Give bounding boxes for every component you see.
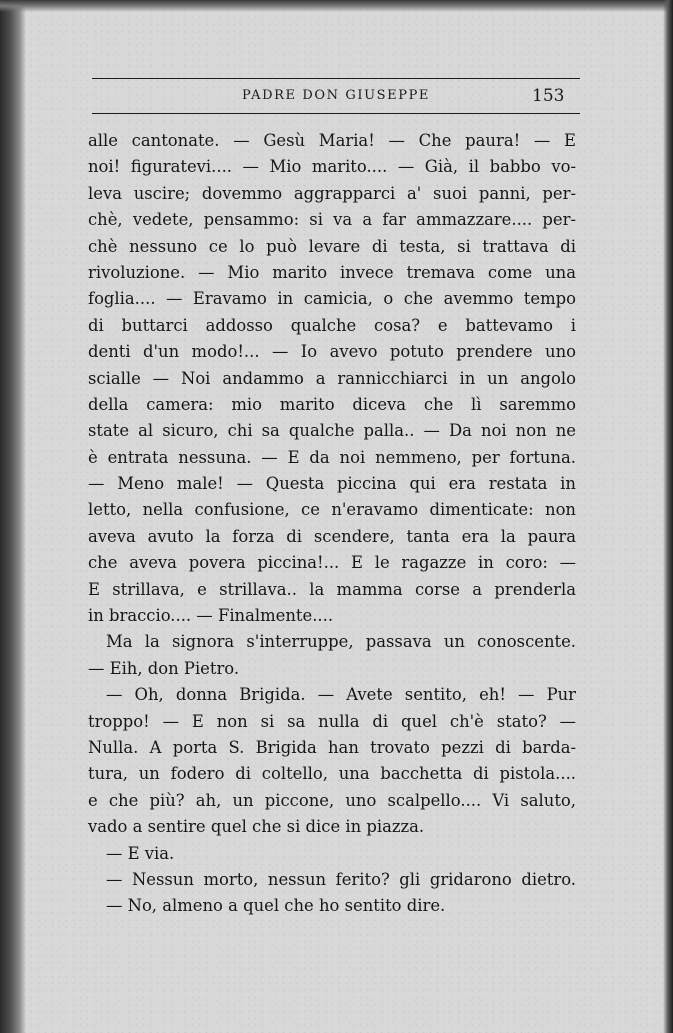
book-spine-shadow bbox=[0, 0, 26, 1033]
page-number: 153 bbox=[532, 86, 565, 106]
text-line: scialle — Noi andammo a rannicchiarci in un angolo bbox=[88, 368, 576, 388]
text-line: e che più? ah, un piccone, uno scalpello.... Vi saluto, bbox=[88, 790, 576, 810]
text-line: aveva avuto la forza di scendere, tanta era la paura bbox=[88, 526, 576, 546]
body-text bbox=[88, 128, 576, 920]
text-line: che aveva povera piccina!... E le ragazze in coro: — bbox=[88, 553, 576, 573]
text-line: di buttarci addosso qualche cosa? e battevamo i bbox=[88, 315, 576, 335]
text-line: chè, vedete, pensammo: si va a far ammazzare.... per- bbox=[88, 210, 576, 230]
text-line: vado a sentire quel che si dice in piazza. bbox=[88, 817, 425, 837]
text-line: — E via. bbox=[106, 843, 175, 863]
text-line: — Oh, donna Brigida. — Avete sentito, eh! — Pur bbox=[106, 685, 576, 705]
text-line: denti d'un modo!... — Io avevo potuto prendere uno bbox=[88, 342, 576, 362]
text-line: troppo! — E non si sa nulla di quel ch'è stato? — bbox=[88, 711, 576, 731]
text-line: state al sicuro, chi sa qualche palla.. — Da noi non ne bbox=[88, 421, 576, 441]
text-line: tura, un fodero di coltello, una bacchetta di pistola.... bbox=[88, 764, 576, 784]
header-rule-top bbox=[92, 78, 580, 79]
text-line: è entrata nessuna. — E da noi nemmeno, per fortuna. bbox=[88, 447, 576, 467]
text-line: E strillava, e strillava.. la mamma corse a prenderla bbox=[88, 579, 576, 599]
text-line: — No, almeno a quel che ho sentito dire. bbox=[106, 896, 446, 916]
running-head: PADRE DON GIUSEPPE bbox=[242, 88, 431, 103]
text-line: leva uscire; dovemmo aggrapparci a' suoi panni, per- bbox=[88, 183, 576, 203]
text-line: Ma la signora s'interruppe, passava un conoscente. bbox=[106, 632, 576, 652]
text-line: Nulla. A porta S. Brigida han trovato pezzi di barda- bbox=[88, 737, 576, 757]
text-line: — Nessun morto, nessun ferito? gli gridarono dietro. bbox=[106, 869, 576, 889]
text-line: — Meno male! — Questa piccina qui era restata in bbox=[88, 474, 576, 494]
top-edge-shadow bbox=[0, 0, 673, 12]
right-edge-shadow bbox=[663, 0, 673, 1033]
text-line: rivoluzione. — Mio marito invece tremava come una bbox=[88, 262, 576, 282]
text-line: chè nessuno ce lo può levare di testa, si trattava di bbox=[88, 236, 576, 256]
text-line: — Eih, don Pietro. bbox=[88, 658, 240, 678]
text-line: in braccio.... — Finalmente.... bbox=[88, 606, 334, 626]
text-line: della camera: mio marito diceva che lì saremmo bbox=[88, 394, 576, 414]
header-rule-bottom bbox=[92, 113, 580, 114]
text-line: noi! figuratevi.... — Mio marito.... — Già, il babbo vo- bbox=[88, 157, 576, 177]
text-line: alle cantonate. — Gesù Maria! — Che paura! — E bbox=[88, 131, 576, 150]
text-line: letto, nella confusione, ce n'eravamo dimenticate: non bbox=[88, 500, 576, 520]
text-line: foglia.... — Eravamo in camicia, o che avemmo tempo bbox=[88, 289, 576, 309]
